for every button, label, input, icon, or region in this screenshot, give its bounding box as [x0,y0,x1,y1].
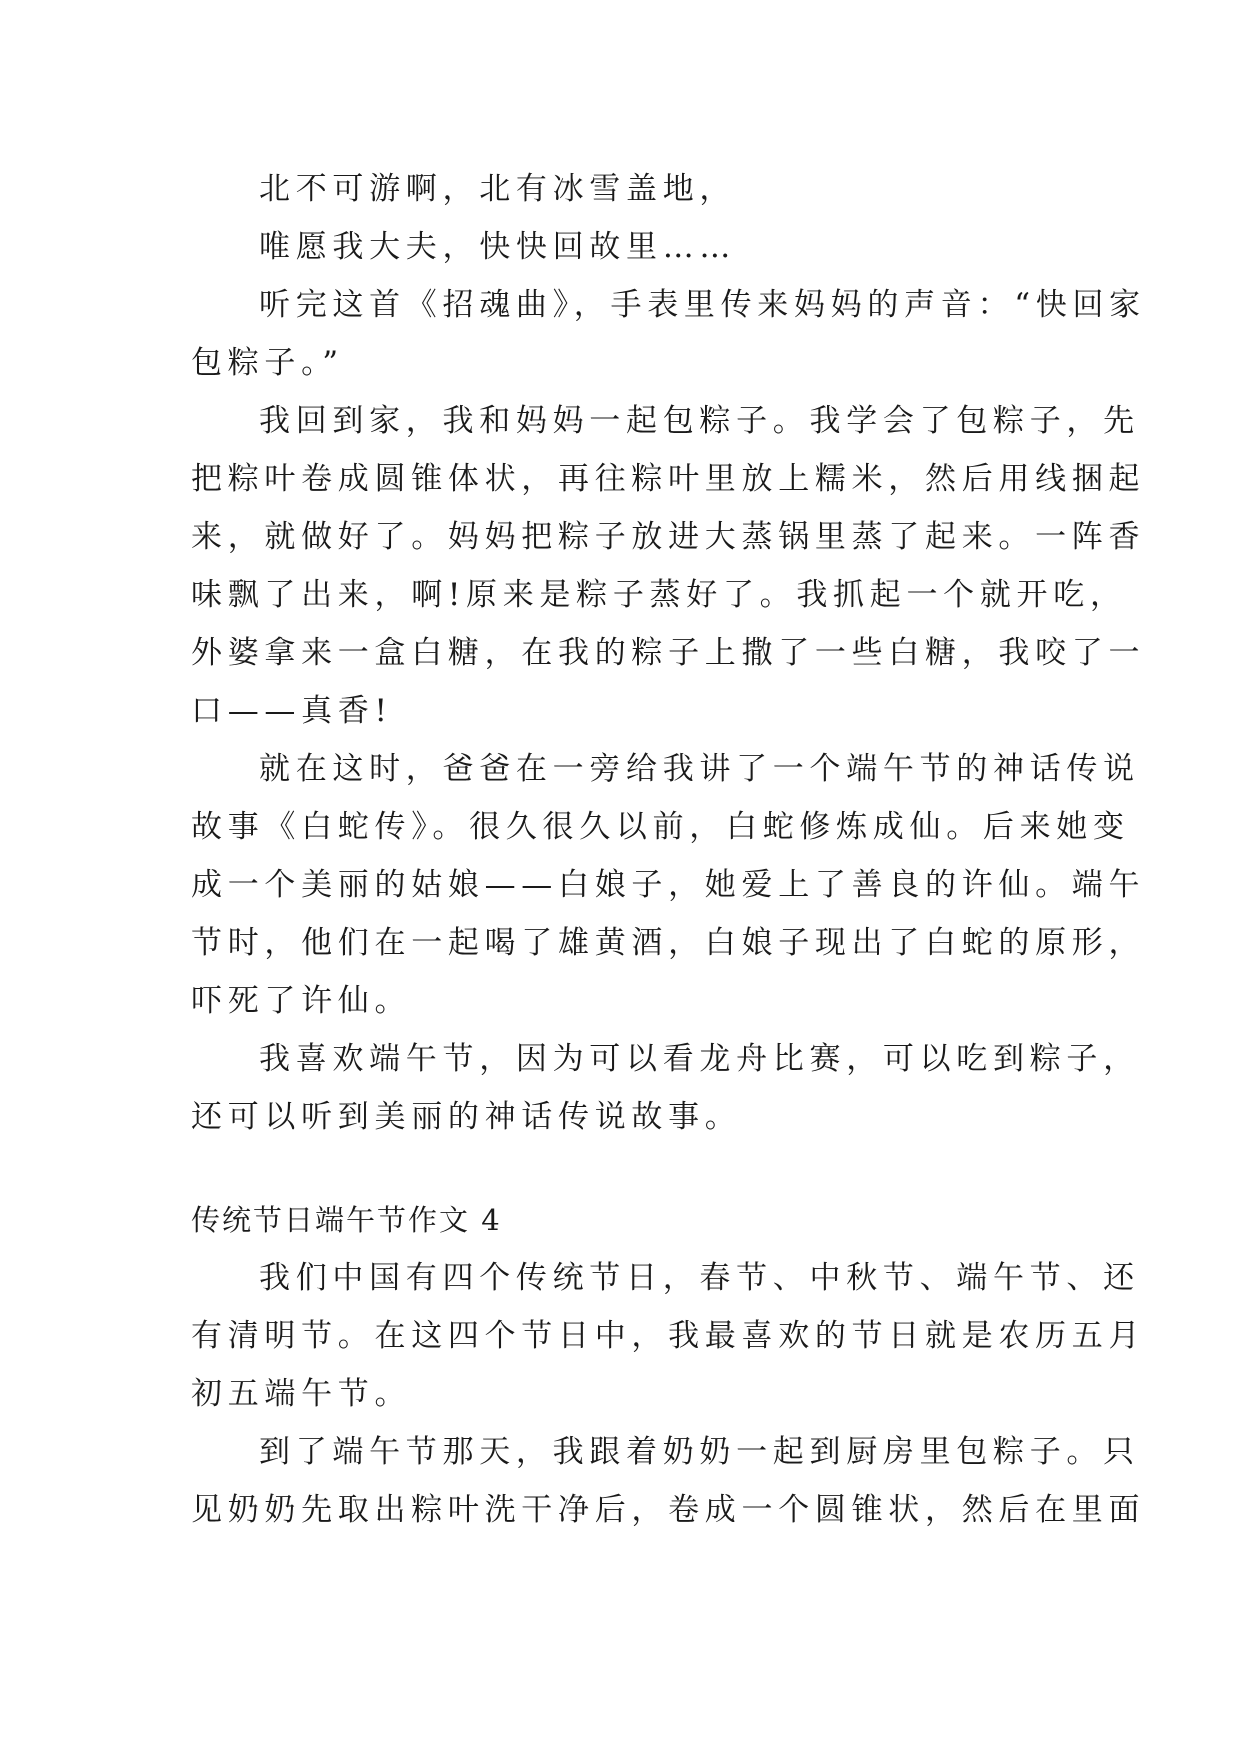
paragraph-line: 我回到家，我和妈妈一起包粽子。我学会了包粽子，先 [259,403,1140,439]
paragraph-line: 包粽子。” [191,345,344,381]
paragraph-line: 北不可游啊，北有冰雪盖地， [259,171,737,207]
paragraph-line: 还可以听到美丽的神话传说故事。 [191,1099,742,1135]
paragraph-line: 见奶奶先取出粽叶洗干净后，卷成一个圆锥状，然后在里面 [191,1492,1146,1528]
paragraph-line: 吓死了许仙。 [191,983,412,1019]
paragraph-line: 故事《白蛇传》。很久很久以前，白蛇修炼成仙。后来她变 [191,809,1130,845]
paragraph-line: 节时，他们在一起喝了雄黄酒，白娘子现出了白蛇的原形， [191,925,1146,961]
paragraph-line: 到了端午节那天，我跟着奶奶一起到厨房里包粽子。只 [259,1434,1140,1470]
paragraph-line: 来，就做好了。妈妈把粽子放进大蒸锅里蒸了起来。一阵香 [191,519,1146,555]
document-page [191,160,1146,1539]
paragraph-line: 成一个美丽的姑娘——白娘子，她爱上了善良的许仙。端午 [191,867,1146,903]
paragraph-line: 听完这首《招魂曲》，手表里传来妈妈的声音：“快回家 [259,287,1146,323]
paragraph-line: 味飘了出来，啊!原来是粽子蒸好了。我抓起一个就开吃， [191,577,1127,613]
paragraph-line: 就在这时，爸爸在一旁给我讲了一个端午节的神话传说 [259,751,1140,787]
paragraph-line: 初五端午节。 [191,1376,412,1412]
paragraph-line: 把粽叶卷成圆锥体状，再往粽叶里放上糯米，然后用线捆起 [191,461,1146,497]
paragraph-line: 我喜欢端午节，因为可以看龙舟比赛，可以吃到粽子， [259,1041,1140,1077]
paragraph-line: 有清明节。在这四个节日中，我最喜欢的节日就是农历五月 [191,1318,1146,1354]
paragraph-line: 外婆拿来一盒白糖，在我的粽子上撒了一些白糖，我咬了一 [191,635,1146,671]
section-title: 传统节日端午节作文 4 [191,1203,502,1237]
paragraph-line: 我们中国有四个传统节日，春节、中秋节、端午节、还 [259,1260,1140,1296]
paragraph-line: 口——真香! [191,693,393,729]
paragraph-line: 唯愿我大夫，快快回故里…… [259,229,737,265]
